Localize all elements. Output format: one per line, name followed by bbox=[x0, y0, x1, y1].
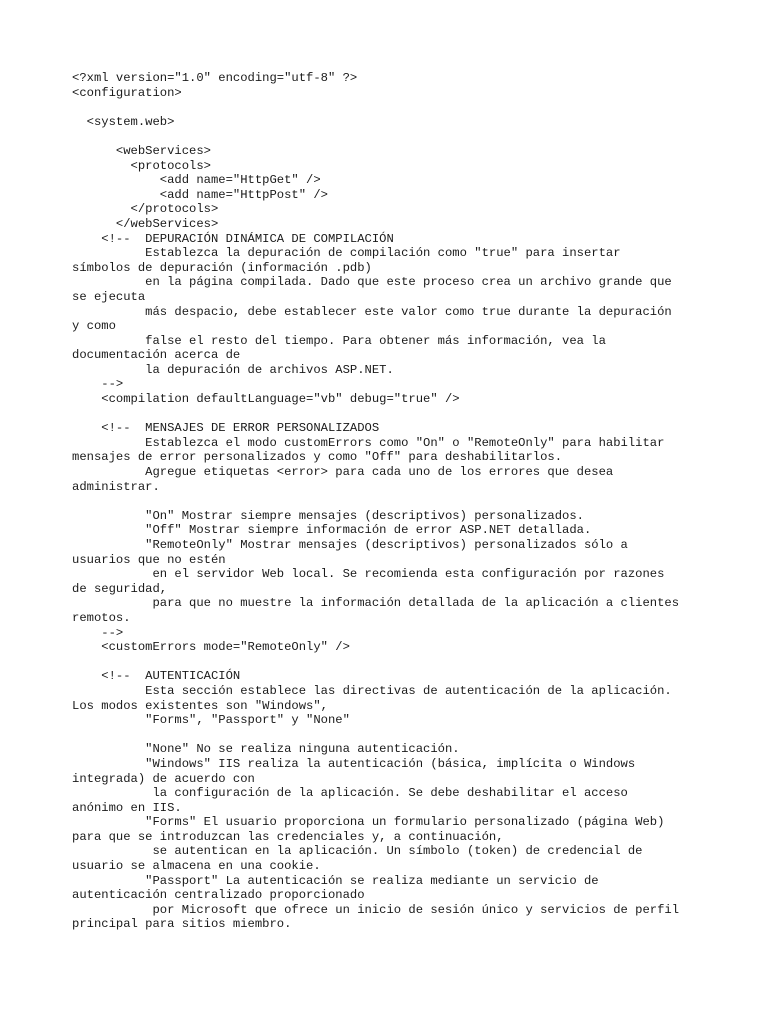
code-line: para que no muestre la información detallada de la aplicación a clientes bbox=[72, 596, 680, 611]
code-line: usuarios que no estén bbox=[72, 552, 226, 567]
code-line: "Forms", "Passport" y "None" bbox=[72, 713, 350, 728]
code-line: mensajes de error personalizados y como "Off" para deshabilitarlos. bbox=[72, 450, 563, 465]
code-line: <webServices> bbox=[72, 143, 211, 158]
code-line: principal para sitios miembro. bbox=[72, 917, 292, 932]
code-line: por Microsoft que ofrece un inicio de sesión único y servicios de perfil bbox=[72, 902, 680, 917]
code-line: </protocols> bbox=[72, 202, 219, 217]
code-line bbox=[72, 129, 732, 144]
code-line: la depuración de archivos ASP.NET. bbox=[72, 362, 394, 377]
code-line: Agregue etiquetas <error> para cada uno de los errores que desea bbox=[72, 465, 614, 480]
code-line: <compilation defaultLanguage="vb" debug="true" /> bbox=[72, 392, 460, 407]
code-line: "RemoteOnly" Mostrar mensajes (descriptivos) personalizados sólo a bbox=[72, 538, 628, 552]
code-line: --> bbox=[72, 625, 124, 640]
code-line: <!-- DEPURACIÓN DINÁMICA DE COMPILACIÓN bbox=[72, 231, 394, 246]
code-line: "Off" Mostrar siempre información de error ASP.NET detallada. bbox=[72, 523, 592, 538]
code-line: administrar. bbox=[72, 479, 160, 494]
code-line: en la página compilada. Dado que este proceso crea un archivo grande que bbox=[72, 275, 672, 290]
code-line: usuario se almacena en una cookie. bbox=[72, 859, 321, 874]
code-line: y como bbox=[72, 319, 116, 334]
code-line: documentación acerca de bbox=[72, 348, 241, 363]
code-line bbox=[72, 100, 732, 115]
code-line: "On" Mostrar siempre mensajes (descriptivos) personalizados. bbox=[72, 508, 584, 523]
code-line: <protocols> bbox=[72, 158, 211, 173]
code-line: autenticación centralizado proporcionado bbox=[72, 888, 365, 903]
code-line: false el resto del tiempo. Para obtener más información, vea la bbox=[72, 333, 606, 348]
code-line: Establezca el modo customErrors como "On" o "RemoteOnly" para habilitar bbox=[72, 435, 665, 450]
code-line: "None" No se realiza ninguna autenticación. bbox=[72, 742, 460, 757]
code-line: símbolos de depuración (información .pdb) bbox=[72, 260, 372, 275]
code-line: <configuration> bbox=[72, 85, 182, 100]
code-line: para que se introduzcan las credenciales y, a continuación, bbox=[72, 829, 504, 844]
code-line: <add name="HttpPost" /> bbox=[72, 187, 328, 202]
code-line: se ejecuta bbox=[72, 289, 146, 304]
code-line bbox=[72, 655, 732, 670]
code-line: anónimo en IIS. bbox=[72, 800, 182, 815]
code-line: "Windows" IIS realiza la autenticación (básica, implícita o Windows bbox=[72, 756, 636, 771]
code-line: <!-- MENSAJES DE ERROR PERSONALIZADOS bbox=[72, 421, 380, 436]
code-line: </webServices> bbox=[72, 216, 219, 231]
code-line: remotos. bbox=[72, 610, 131, 625]
code-line: <?xml version="1.0" encoding="utf-8" ?> bbox=[72, 71, 358, 85]
code-line bbox=[72, 407, 732, 422]
code-line: de seguridad, bbox=[72, 581, 168, 596]
code-line: Esta sección establece las directivas de autenticación de la aplicación. bbox=[72, 683, 672, 698]
code-line bbox=[72, 494, 732, 509]
code-line: Los modos existentes son "Windows", bbox=[72, 698, 328, 713]
code-line: Establezca la depuración de compilación como "true" para insertar bbox=[72, 246, 621, 261]
code-line: <add name="HttpGet" /> bbox=[72, 173, 321, 188]
code-line: más despacio, debe establecer este valor como true durante la depuración bbox=[72, 304, 672, 319]
code-line: "Passport" La autenticación se realiza mediante un servicio de bbox=[72, 873, 599, 888]
code-line: <system.web> bbox=[72, 114, 175, 129]
code-line: <customErrors mode="RemoteOnly" /> bbox=[72, 640, 350, 655]
code-line: "Forms" El usuario proporciona un formulario personalizado (página Web) bbox=[72, 815, 665, 830]
document-page bbox=[72, 71, 732, 932]
code-line: la configuración de la aplicación. Se debe deshabilitar el acceso bbox=[72, 786, 628, 801]
code-line: --> bbox=[72, 377, 124, 392]
code-line bbox=[72, 728, 732, 743]
code-line: <!-- AUTENTICACIÓN bbox=[72, 669, 241, 684]
code-line: se autentican en la aplicación. Un símbolo (token) de credencial de bbox=[72, 844, 643, 859]
code-line: en el servidor Web local. Se recomienda esta configuración por razones bbox=[72, 567, 665, 582]
code-line: integrada) de acuerdo con bbox=[72, 771, 255, 786]
